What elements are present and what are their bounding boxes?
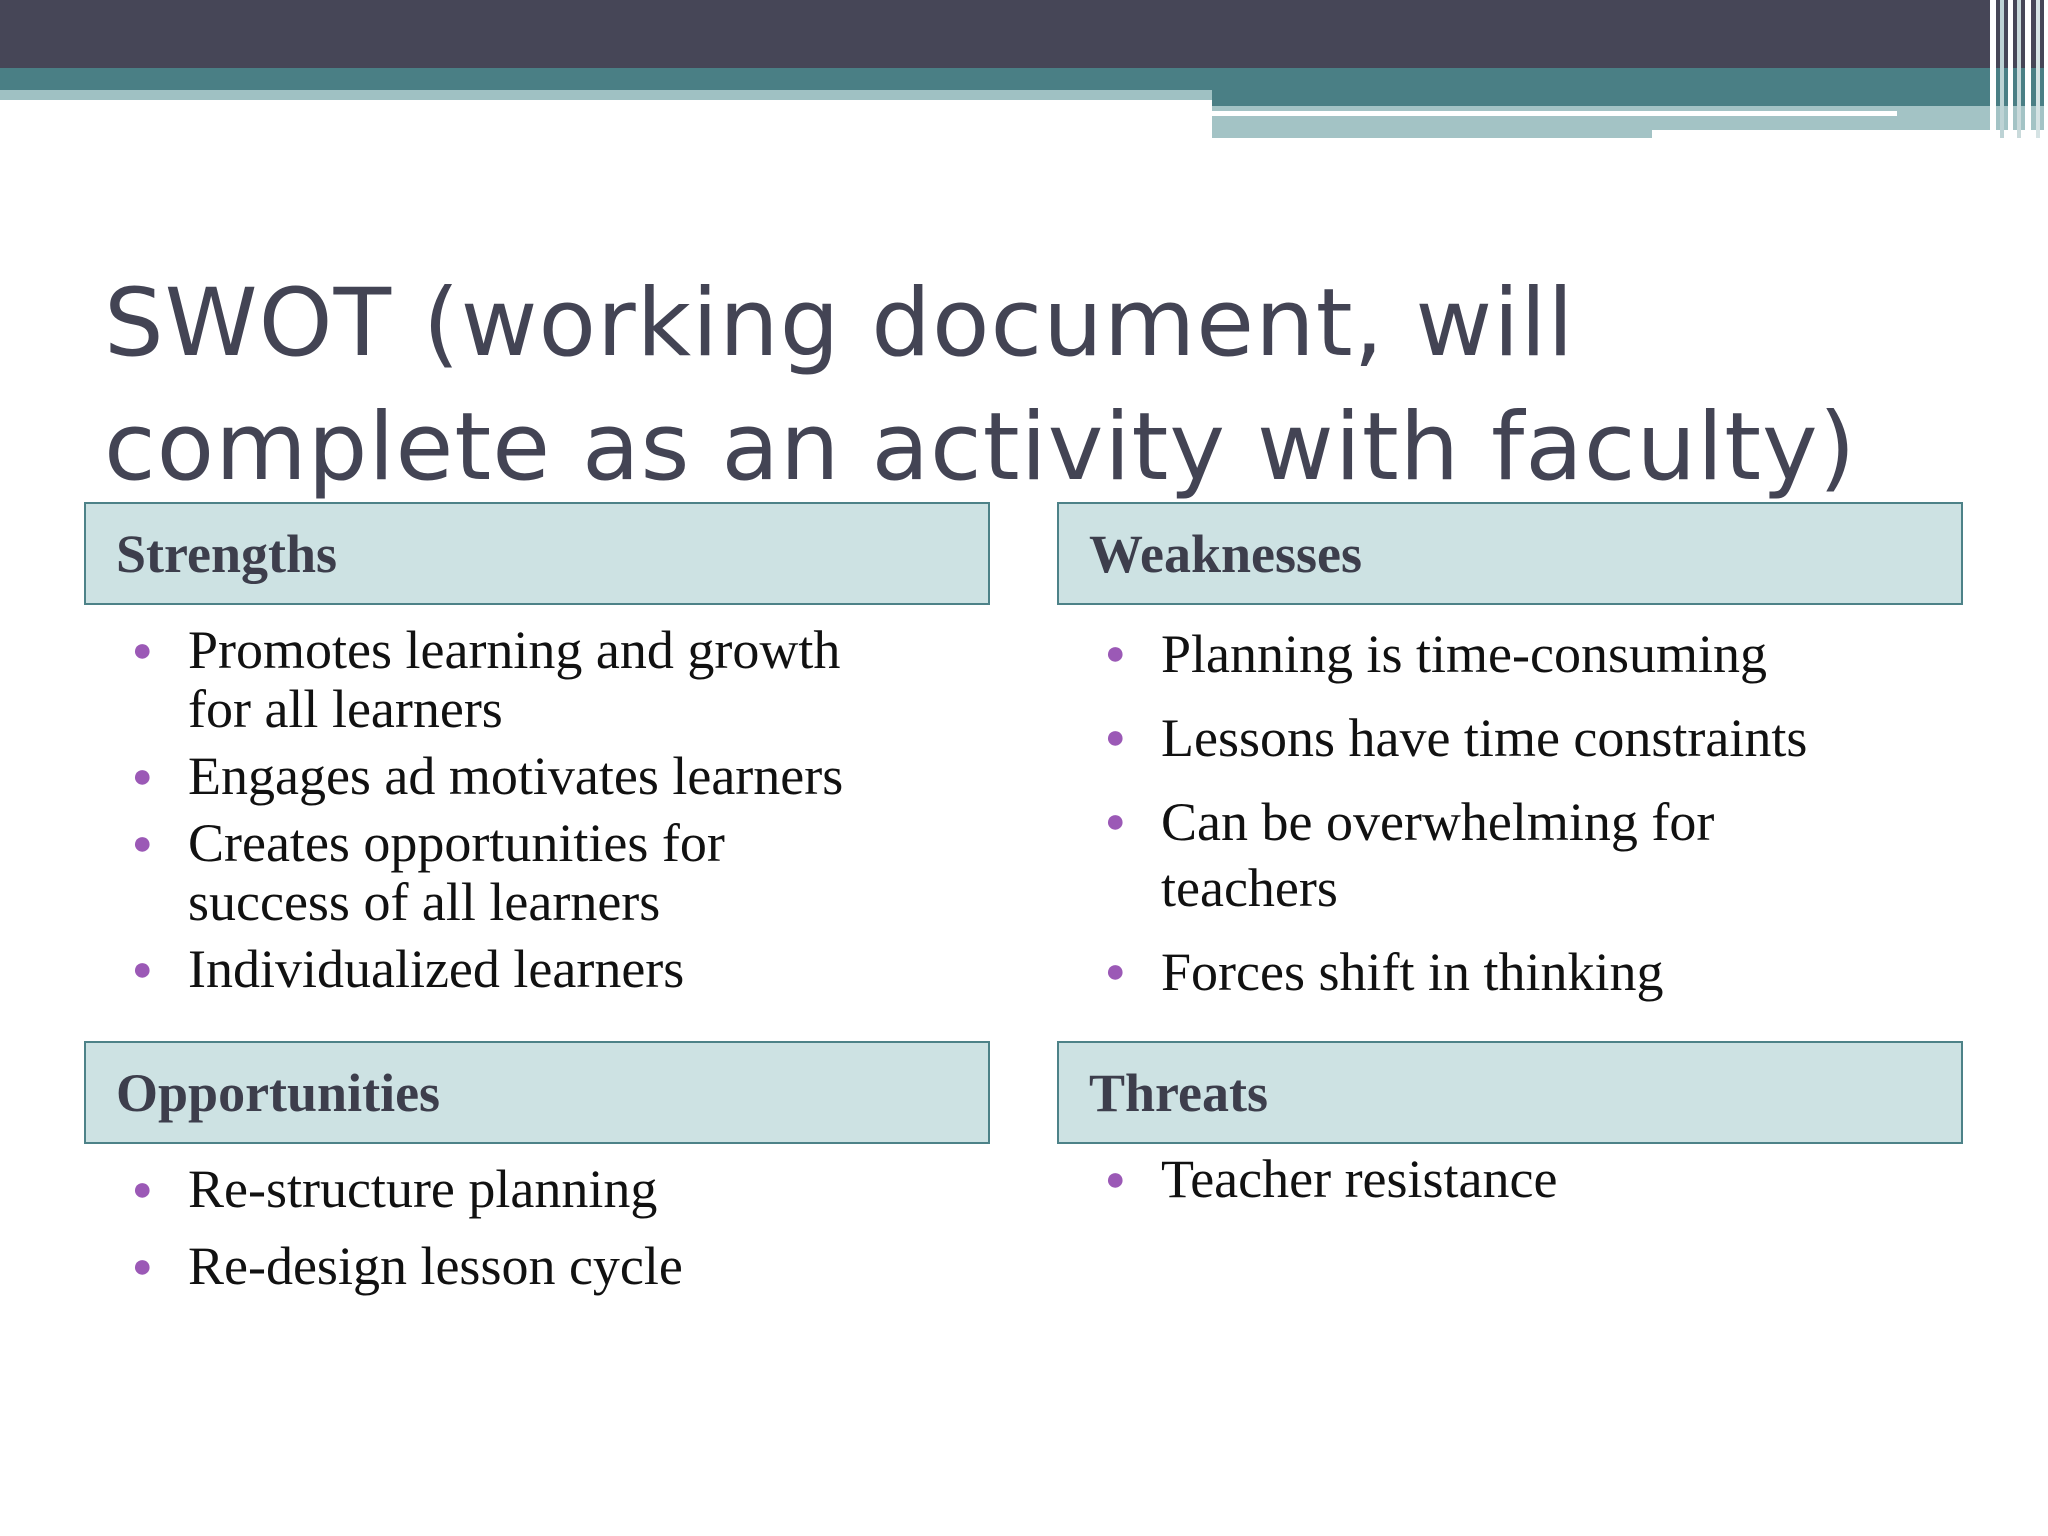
list-item: ● Re-design lesson cycle — [132, 1236, 683, 1296]
bullet-dot-icon: ● — [132, 758, 153, 795]
list-item: ● Can be overwhelming for teachers — [1057, 789, 1963, 921]
strengths-quadrant — [84, 502, 990, 1007]
weaknesses-list — [1057, 605, 1963, 1005]
bullet-dot-icon: ● — [1105, 803, 1126, 840]
list-item: ● Planning is time-consuming — [1057, 621, 1963, 687]
list-item: ● Engages ad motivates learners — [132, 746, 844, 806]
threats-list — [1057, 1144, 1963, 1209]
bullet-dot-icon: ● — [132, 1171, 153, 1208]
header-band-dark — [0, 0, 2048, 68]
header-stripes — [1990, 0, 2048, 138]
bullet-dot-icon: ● — [1105, 635, 1126, 672]
bullet-dot-icon: ● — [132, 825, 153, 862]
bullet-dot-icon: ● — [1105, 719, 1126, 756]
header-accent-line — [1212, 111, 1897, 116]
opportunities-list — [84, 1144, 990, 1296]
slide-title-line1: SWOT (working document, will — [104, 269, 1575, 378]
strengths-list — [84, 605, 990, 999]
list-item: ● Promotes learning and growth for all learners — [132, 620, 841, 739]
bullet-dot-icon: ● — [132, 1248, 153, 1285]
opportunities-quadrant — [84, 1041, 990, 1314]
header-band-teal — [0, 68, 2048, 90]
list-item: ● Individualized learners — [132, 939, 685, 999]
header-accent-line-short — [1652, 130, 2048, 138]
slide-title — [104, 262, 1984, 510]
bullet-dot-icon: ● — [1105, 1161, 1126, 1198]
slide-title-line2: complete as an activity with faculty) — [104, 393, 1857, 502]
opportunities-heading: Opportunities — [84, 1041, 990, 1144]
list-item: ● Re-structure planning — [132, 1159, 658, 1219]
bullet-dot-icon: ● — [132, 632, 153, 669]
list-item: ● Teacher resistance — [1105, 1149, 1558, 1209]
threats-quadrant — [1057, 1041, 1963, 1217]
header-band-teal-right — [1212, 90, 2048, 106]
threats-heading: Threats — [1057, 1041, 1963, 1144]
list-item: ● Lessons have time constraints — [1057, 705, 1963, 771]
list-item: ● Creates opportunities for success of all learners — [132, 813, 725, 932]
strengths-heading: Strengths — [84, 502, 990, 605]
list-item: ● Forces shift in thinking — [1057, 939, 1963, 1005]
weaknesses-quadrant — [1057, 502, 1963, 1023]
bullet-dot-icon: ● — [1105, 953, 1126, 990]
bullet-dot-icon: ● — [132, 951, 153, 988]
header-band-light-left — [0, 90, 1212, 100]
weaknesses-heading: Weaknesses — [1057, 502, 1963, 605]
